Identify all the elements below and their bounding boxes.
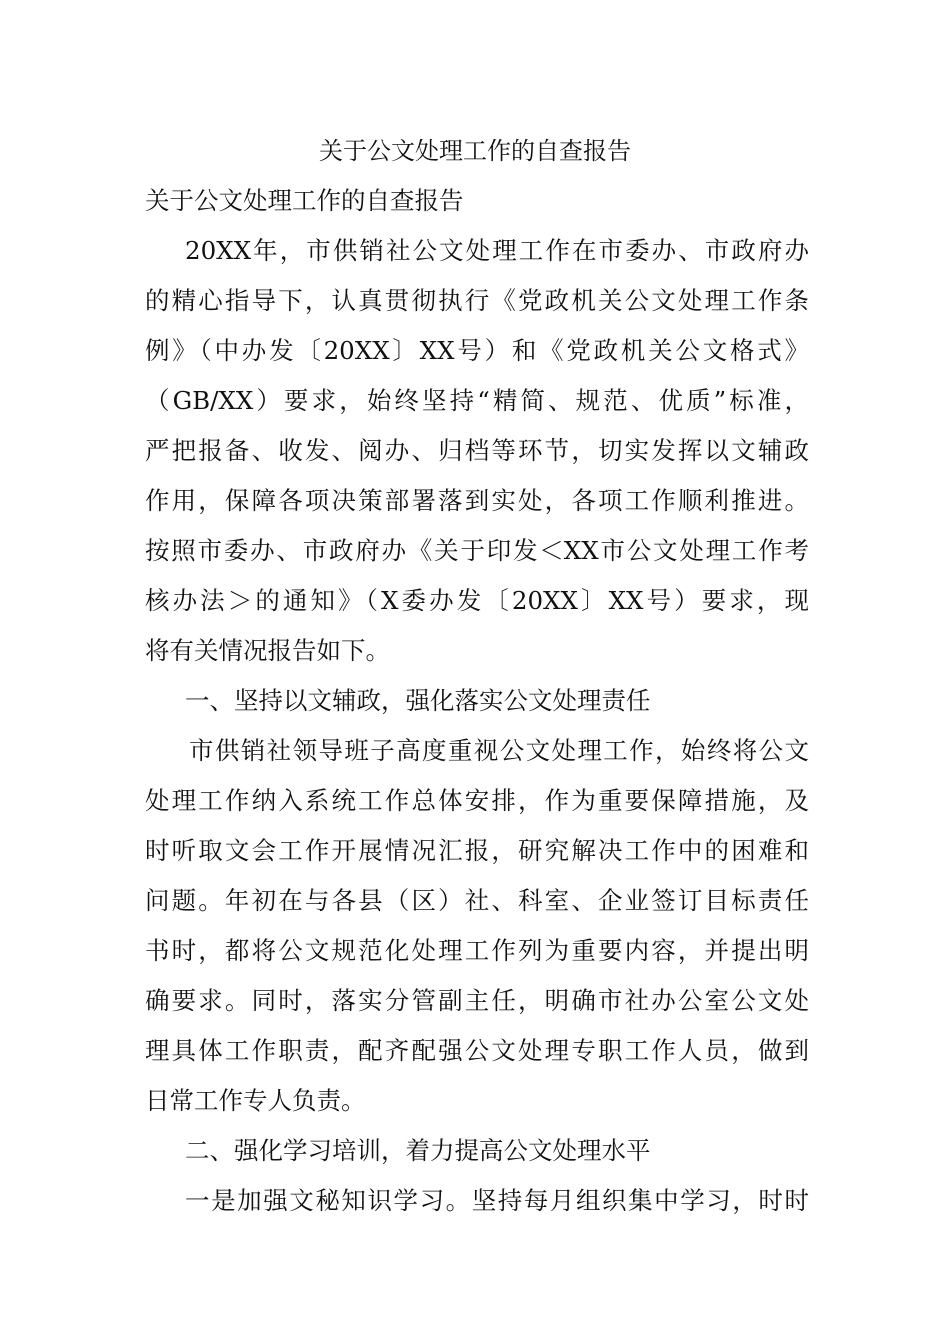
text-line: 20XX年，市供销社公文处理工作在市委办、市政府办: [185, 236, 809, 265]
text-line: 日常工作专人负责。: [145, 1086, 366, 1115]
text-line: 作用，保障各项决策部署落到实处，各项工作顺利推进。: [145, 486, 809, 515]
section-heading-1: 一、坚持以文辅政，强化落实公文处理责任: [185, 686, 651, 715]
text-line: 市供销社领导班子高度重视公文处理工作，始终将公文: [189, 736, 809, 765]
text-line: 核办法＞的通知》（X委办发〔20XX〕XX号）要求，现: [145, 586, 809, 615]
text-line: 时听取文会工作开展情况汇报，研究解决工作中的困难和: [145, 836, 809, 865]
text-line: （GB/XX）要求，始终坚持“精简、规范、优质”标准，: [145, 386, 809, 415]
document-title: 关于公文处理工作的自查报告: [319, 137, 631, 165]
text-line: 理具体工作职责，配齐配强公文处理专职工作人员，做到: [145, 1036, 809, 1065]
text-line: 将有关情况报告如下。: [145, 636, 390, 665]
document-body: [145, 176, 809, 1226]
text-line: 严把报备、收发、阅办、归档等环节，切实发挥以文辅政: [145, 436, 809, 465]
text-line: 书时，都将公文规范化处理工作列为重要内容，并提出明: [145, 936, 809, 965]
text-line: 确要求。同时，落实分管副主任，明确市社办公室公文处: [145, 986, 809, 1015]
text-line: 问题。年初在与各县（区）社、科室、企业签订目标责任: [145, 886, 809, 915]
subtitle-line: 关于公文处理工作的自查报告: [145, 186, 464, 215]
text-line: 处理工作纳入系统工作总体安排，作为重要保障措施，及: [145, 786, 809, 815]
text-line: 一是加强文秘知识学习。坚持每月组织集中学习，时时: [185, 1186, 809, 1215]
text-line: 的精心指导下，认真贯彻执行《党政机关公文处理工作条: [145, 286, 809, 315]
section-heading-2: 二、强化学习培训，着力提高公文处理水平: [185, 1136, 651, 1165]
text-line: 例》（中办发〔20XX〕XX号）和《党政机关公文格式》: [145, 336, 809, 365]
text-line: 按照市委办、市政府办《关于印发＜XX市公文处理工作考: [145, 536, 809, 565]
